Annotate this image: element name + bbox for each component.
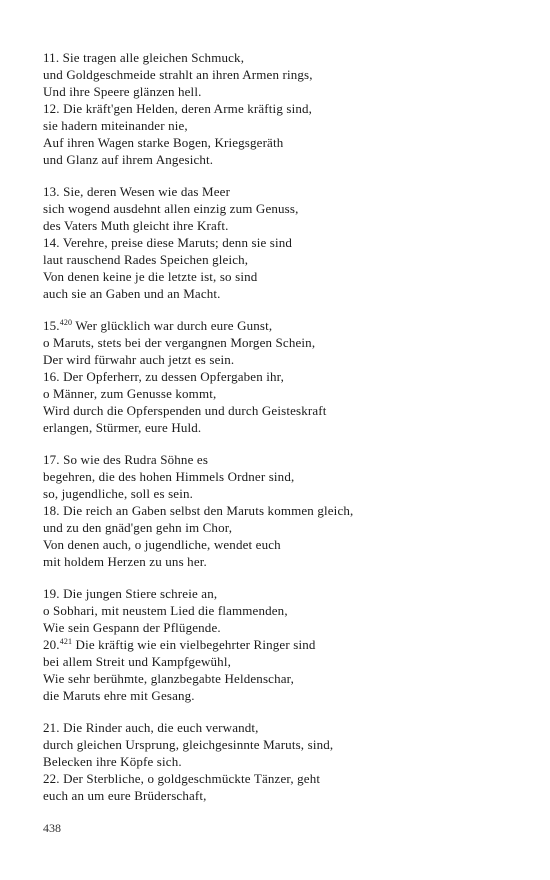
verse-line: 19. Die jungen Stiere schreie an,	[43, 586, 218, 601]
verse-number: 15.	[43, 318, 60, 333]
verse-line: Wie sein Gespann der Pflügende.	[43, 620, 221, 635]
verse-line: die Maruts ehre mit Gesang.	[43, 688, 195, 703]
page-number: 438	[43, 821, 61, 835]
verse-line: des Vaters Muth gleicht ihre Kraft.	[43, 218, 229, 233]
verse-line: 11. Sie tragen alle gleichen Schmuck,	[43, 50, 245, 65]
verse-line: und zu den gnäd'gen gehn im Chor,	[43, 520, 233, 535]
verse-line: laut rauschend Rades Speichen gleich,	[43, 252, 249, 267]
verse-text: Die kräftig wie ein vielbegehrter Ringer sind	[72, 637, 316, 652]
verse-line: sich wogend ausdehnt allen einzig zum Genuss,	[43, 201, 299, 216]
verse-line	[43, 636, 523, 653]
stanza	[43, 317, 523, 436]
verse-line: Von denen keine je die letzte ist, so sind	[43, 269, 258, 284]
verse-line: sie hadern miteinander nie,	[43, 118, 188, 133]
verse-line: 18. Die reich an Gaben selbst den Maruts kommen gleich,	[43, 503, 354, 518]
verse-line: o Sobhari, mit neustem Lied die flammenden,	[43, 603, 288, 618]
verse-number: 20.	[43, 637, 60, 652]
verse-line: 14. Verehre, preise diese Maruts; denn sie sind	[43, 235, 293, 250]
verse-line: Der wird fürwahr auch jetzt es sein.	[43, 352, 235, 367]
verse-line: mit holdem Herzen zu uns her.	[43, 554, 207, 569]
verse-text: Wer glücklich war durch eure Gunst,	[72, 318, 273, 333]
verse-line: 21. Die Rinder auch, die euch verwandt,	[43, 720, 259, 735]
verse-line: so, jugendliche, soll es sein.	[43, 486, 194, 501]
footnote-marker: 420	[59, 318, 73, 327]
footnote-marker: 421	[59, 637, 73, 646]
verse-line: auch sie an Gaben und an Macht.	[43, 286, 221, 301]
verse-line: 12. Die kräft'gen Helden, deren Arme kräftig sind,	[43, 101, 313, 116]
verse-line: und Glanz auf ihrem Angesicht.	[43, 152, 214, 167]
verse-line: und Goldgeschmeide strahlt an ihren Armen rings,	[43, 67, 313, 82]
stanza	[43, 451, 523, 570]
stanza	[43, 183, 523, 302]
stanza	[43, 585, 523, 704]
verse-line: erlangen, Stürmer, eure Huld.	[43, 420, 202, 435]
verse-line: bei allem Streit und Kampfgewühl,	[43, 654, 231, 669]
verse-line: 16. Der Opferherr, zu dessen Opfergaben ihr,	[43, 369, 285, 384]
stanza	[43, 49, 523, 168]
verse-line: Wie sehr berühmte, glanzbegabte Heldenschar,	[43, 671, 295, 686]
verse-line: euch an um eure Brüderschaft,	[43, 788, 207, 803]
verse-line: Belecken ihre Köpfe sich.	[43, 754, 182, 769]
verse-line	[43, 317, 523, 334]
page-body	[43, 49, 523, 819]
verse-line: Und ihre Speere glänzen hell.	[43, 84, 202, 99]
verse-line: 13. Sie, deren Wesen wie das Meer	[43, 184, 231, 199]
verse-line: Wird durch die Opferspenden und durch Geisteskraft	[43, 403, 327, 418]
verse-line: durch gleichen Ursprung, gleichgesinnte Maruts, sind,	[43, 737, 334, 752]
verse-line: o Männer, zum Genusse kommt,	[43, 386, 217, 401]
verse-line: begehren, die des hohen Himmels Ordner sind,	[43, 469, 295, 484]
verse-line: Von denen auch, o jugendliche, wendet euch	[43, 537, 281, 552]
stanza	[43, 719, 523, 804]
verse-line: Auf ihren Wagen starke Bogen, Kriegsgeräth	[43, 135, 284, 150]
verse-line: 17. So wie des Rudra Söhne es	[43, 452, 209, 467]
verse-line: 22. Der Sterbliche, o goldgeschmückte Tänzer, geht	[43, 771, 321, 786]
verse-line: o Maruts, stets bei der vergangnen Morgen Schein,	[43, 335, 316, 350]
